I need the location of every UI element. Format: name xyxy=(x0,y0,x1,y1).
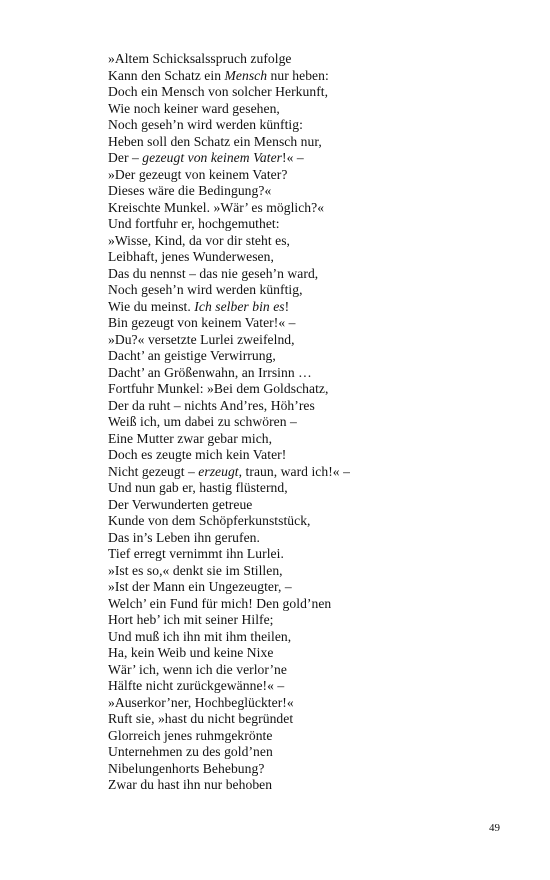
line-text: Noch geseh’n wird werden künftig, xyxy=(108,282,303,297)
line-text: Dacht’ an Größenwahn, an Irrsinn … xyxy=(108,364,312,380)
line-text: Und fortfuhr er, hochgemuthet: xyxy=(108,216,280,231)
line-text: , traun, ward ich!« – xyxy=(238,463,350,479)
poem-line xyxy=(108,200,528,217)
poem-line xyxy=(108,84,528,101)
line-text: Noch geseh’n wird werden künftig: xyxy=(108,117,303,132)
line-text: ! xyxy=(284,298,290,314)
emphasized-text: Mensch xyxy=(224,67,268,83)
poem-line xyxy=(108,150,528,167)
line-text: Der Verwunderten getreue xyxy=(108,496,253,512)
poem-line xyxy=(108,101,528,118)
line-text: Und muß ich ihn mit ihm theilen, xyxy=(108,628,292,644)
poem-line xyxy=(108,134,528,151)
poem-line xyxy=(108,530,528,547)
line-text: Und nun gab er, hastig flüsternd, xyxy=(108,480,288,495)
line-text: Zwar du hast ihn nur behoben xyxy=(108,777,273,792)
poem-line xyxy=(108,612,528,629)
poem-line xyxy=(108,579,528,596)
poem-line xyxy=(108,629,528,646)
line-text: Wär’ ich, wenn ich die verlor’ne xyxy=(108,661,287,677)
poem-line xyxy=(108,546,528,563)
line-text: Nicht gezeugt – xyxy=(108,463,199,479)
emphasized-text: erzeugt xyxy=(198,463,239,479)
emphasized-text: Ich selber bin es xyxy=(194,298,285,314)
line-text: Der da ruht – nichts And’res, Höh’res xyxy=(108,397,315,413)
line-text: nur heben: xyxy=(267,67,329,83)
line-text: Doch es zeugte mich kein Vater! xyxy=(108,447,287,462)
poem-line xyxy=(108,51,528,68)
poem-line xyxy=(108,282,528,299)
poem-line xyxy=(108,348,528,365)
page-number: 49 xyxy=(489,822,500,834)
poem-line xyxy=(108,183,528,200)
poem-line xyxy=(108,480,528,497)
line-text: Dacht’ an geistige Verwirrung, xyxy=(108,348,276,363)
poem-line xyxy=(108,216,528,233)
line-text: »Ist der Mann ein Ungezeugter, – xyxy=(108,579,292,594)
poem-line xyxy=(108,365,528,382)
line-text: Tief erregt vernimmt ihn Lurlei. xyxy=(108,546,284,561)
poem-line xyxy=(108,662,528,679)
line-text: Unternehmen zu des gold’nen xyxy=(108,744,273,759)
line-text: Der – xyxy=(108,150,143,165)
poem-line xyxy=(108,431,528,448)
emphasized-text: gezeugt von keinem Vater xyxy=(142,150,283,165)
line-text: »Auserkor’ner, Hochbeglückter!« xyxy=(108,694,294,710)
poem-line xyxy=(108,761,528,778)
line-text: Fortfuhr Munkel: »Bei dem Goldschatz, xyxy=(108,381,329,396)
poem-line xyxy=(108,447,528,464)
line-text: Weiß ich, um dabei zu schwören – xyxy=(108,414,297,429)
poem-line xyxy=(108,695,528,712)
poem-line xyxy=(108,464,528,481)
line-text: »Du?« versetzte Lurlei zweifelnd, xyxy=(108,331,295,347)
line-text: Kreischte Munkel. »Wär’ es möglich?« xyxy=(108,199,325,215)
poem-line xyxy=(108,678,528,695)
line-text: Kann den Schatz ein xyxy=(108,67,225,83)
poem-line xyxy=(108,497,528,514)
line-text: Kunde von dem Schöpferkunststück, xyxy=(108,513,311,528)
line-text: Leibhaft, jenes Wunderwesen, xyxy=(108,249,274,264)
line-text: Das in’s Leben ihn gerufen. xyxy=(108,529,260,545)
poem-line xyxy=(108,381,528,398)
poem-line xyxy=(108,645,528,662)
line-text: Wie noch keiner ward gesehen, xyxy=(108,100,280,116)
poem-line xyxy=(108,596,528,613)
poem-line xyxy=(108,744,528,761)
poem-line xyxy=(108,513,528,530)
poem-line xyxy=(108,299,528,316)
line-text: Doch ein Mensch von solcher Herkunft, xyxy=(108,84,329,99)
line-text: »Der gezeugt von keinem Vater? xyxy=(108,166,288,182)
line-text: Eine Mutter zwar gebar mich, xyxy=(108,430,273,446)
poem-line xyxy=(108,777,528,794)
line-text: Hälfte nicht zurückgewänne!« – xyxy=(108,678,285,693)
line-text: Welch’ ein Fund für mich! Den gold’nen xyxy=(108,595,332,611)
poem-line xyxy=(108,711,528,728)
line-text: »Ist es so,« denkt sie im Stillen, xyxy=(108,562,283,578)
line-text: Glorreich jenes ruhmgekrönte xyxy=(108,727,273,743)
line-text: Nibelungenhorts Behebung? xyxy=(108,760,265,776)
poem-line xyxy=(108,414,528,431)
poem-line xyxy=(108,728,528,745)
poem-line xyxy=(108,233,528,250)
poem-line xyxy=(108,332,528,349)
line-text: Hort heb’ ich mit seiner Hilfe; xyxy=(108,612,274,627)
poem-line xyxy=(108,266,528,283)
poem-line xyxy=(108,167,528,184)
line-text: Dieses wäre die Bedingung?« xyxy=(108,183,272,198)
poem-line xyxy=(108,117,528,134)
line-text: »Altem Schicksalsspruch zufolge xyxy=(108,51,292,66)
poem-line xyxy=(108,563,528,580)
line-text: Ha, kein Weib und keine Nixe xyxy=(108,645,274,660)
poem-line xyxy=(108,249,528,266)
poem-line xyxy=(108,315,528,332)
line-text: Ruft sie, »hast du nicht begründet xyxy=(108,711,294,726)
line-text: »Wisse, Kind, da vor dir steht es, xyxy=(108,232,290,248)
line-text: !« – xyxy=(282,150,304,165)
line-text: Bin gezeugt von keinem Vater!« – xyxy=(108,315,296,330)
poem-line xyxy=(108,398,528,415)
line-text: Heben soll den Schatz ein Mensch nur, xyxy=(108,133,322,149)
line-text: Wie du meinst. xyxy=(108,298,195,314)
poem-line xyxy=(108,68,528,85)
line-text: Das du nennst – das nie geseh’n ward, xyxy=(108,265,319,281)
poem-text xyxy=(108,51,528,794)
